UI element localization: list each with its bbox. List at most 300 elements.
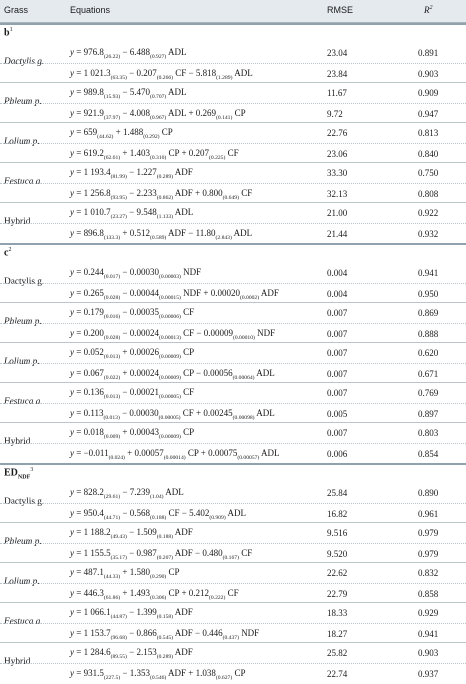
rmse-value: 0.004 [327, 268, 348, 278]
grass-name: Lolium p. [4, 137, 40, 147]
std-error: (0.158) [156, 613, 174, 620]
equation [70, 288, 279, 301]
equation-term: = 1 066.1 [74, 607, 111, 617]
table-row [0, 143, 466, 164]
std-error: (0.00006) [158, 313, 181, 320]
std-error: (0.00003) [158, 273, 181, 280]
header-rmse: RMSE [327, 5, 354, 15]
grass-group [0, 343, 466, 383]
std-error: (29.61) [103, 493, 121, 500]
section-label-sup: 2 [8, 247, 12, 253]
grass-group [0, 483, 466, 523]
var-y: y [70, 647, 74, 657]
section-divider [0, 23, 466, 25]
std-error: (0.024) [108, 454, 125, 461]
equation-term: ADL [231, 228, 253, 238]
equation-term: − 0.00024 [120, 328, 159, 338]
equation-term: − 1.509 [126, 527, 157, 537]
var-y: y [70, 207, 74, 217]
std-error: (0.188) [149, 514, 167, 521]
equation-term: + 1.488 [113, 127, 144, 137]
r2-value: 0.808 [418, 189, 439, 199]
std-error: (44.71) [103, 514, 121, 521]
r2-value: 0.890 [418, 488, 439, 498]
std-error: (227.5) [103, 674, 121, 681]
table-row [0, 263, 466, 283]
std-error: (0.00098) [232, 414, 255, 421]
equation [70, 448, 280, 461]
std-error: (0.306) [149, 594, 167, 601]
var-y: y [70, 408, 74, 418]
rmse-value: 23.06 [327, 149, 348, 159]
equation-term: + 0.512 [120, 228, 150, 238]
equation-term: CF [225, 148, 239, 158]
equation [70, 647, 193, 660]
equation-term: ADL [254, 408, 275, 418]
equation-term: CF − 5.402 [166, 508, 210, 518]
equation-term: − 9.548 [126, 207, 157, 217]
r2-value: 0.869 [418, 308, 439, 318]
table-row [0, 203, 466, 223]
equation-term: − 0.568 [120, 508, 150, 518]
table-row [0, 163, 466, 183]
equation-term: CF [238, 188, 253, 198]
equation-term: = 828.2 [74, 487, 104, 497]
equation-term: − 0.207 [126, 68, 157, 78]
grass-name: Lolium p. [4, 577, 40, 587]
equation-term: ADL [173, 207, 194, 217]
equation [70, 408, 275, 421]
grass-name: Dactylis g. [4, 57, 45, 67]
std-error: (0.909) [209, 514, 226, 521]
table-row [0, 183, 466, 204]
r2-value: 0.671 [418, 369, 439, 379]
std-error: (0.627) [215, 674, 233, 681]
equation-term: = 1 010.7 [74, 207, 111, 217]
table-row [0, 323, 466, 344]
std-error: (0.266) [156, 74, 174, 81]
equation-term: ADL [232, 68, 253, 78]
section-divider [0, 243, 466, 245]
r2-value: 0.941 [418, 268, 439, 278]
equation-term: = 0.179 [74, 307, 104, 317]
var-y: y [70, 628, 74, 638]
equation-term: ADL [259, 448, 280, 458]
r2-value: 0.903 [418, 648, 439, 658]
grass-name: Hybrid [4, 437, 31, 447]
equation-term: CP [232, 108, 246, 118]
grass-group [0, 643, 466, 683]
equation-term: = 0.136 [74, 387, 104, 397]
equation-term: CP [180, 427, 195, 437]
table-row [0, 643, 466, 663]
table-row [0, 63, 466, 84]
var-y: y [70, 347, 74, 357]
r2-value: 0.929 [418, 608, 439, 618]
equation [70, 87, 187, 100]
r2-value: 0.769 [418, 388, 439, 398]
std-error: (1.133) [156, 213, 174, 220]
rmse-value: 0.007 [327, 348, 348, 358]
section-label [4, 247, 11, 258]
rmse-value: 0.004 [327, 289, 348, 299]
section-header [0, 23, 466, 43]
std-error: (0.167) [222, 554, 239, 561]
var-y: y [70, 487, 74, 497]
equation-term: CP [159, 127, 173, 137]
rmse-value: 18.27 [327, 629, 348, 639]
r2-value: 0.858 [418, 589, 439, 599]
equation-term: − 0.00021 [120, 387, 159, 397]
section-label [4, 27, 13, 38]
grass-name: Festuca a. [4, 177, 43, 187]
table-row [0, 603, 466, 623]
std-error: (0.589) [149, 234, 167, 241]
header-grass: Grass [4, 5, 29, 15]
rmse-value: 0.007 [327, 329, 348, 339]
equation-term: − 6.488 [120, 47, 150, 57]
std-error: (0.013) [103, 353, 121, 360]
equation-term: + 0.00024 [120, 368, 159, 378]
grass-group [0, 203, 466, 243]
table-row [0, 623, 466, 644]
table-body [0, 23, 466, 683]
rmse-value: 22.62 [327, 568, 348, 578]
table-row [0, 583, 466, 604]
equation [70, 267, 202, 280]
equation-term: ADL [254, 368, 275, 378]
table-row [0, 43, 466, 63]
var-y: y [70, 387, 74, 397]
equation-term: = 1 155.5 [74, 548, 111, 558]
r2-value: 0.932 [418, 229, 439, 239]
grass-name: Phleum p. [4, 537, 42, 547]
rmse-value: 9.520 [327, 549, 348, 559]
equation-term: − 1.353 [120, 668, 150, 678]
section-label-text: c [4, 247, 9, 259]
equation-term: ADL + 0.269 [166, 108, 217, 118]
equation-term: − 1.399 [126, 607, 157, 617]
var-y: y [70, 607, 74, 617]
equation-term: = 921.9 [74, 108, 104, 118]
table-row [0, 103, 466, 124]
std-error: (0.545) [156, 634, 174, 641]
rmse-value: 23.04 [327, 48, 348, 58]
std-error: (0.967) [149, 114, 167, 121]
table-row [0, 423, 466, 443]
var-y: y [70, 307, 74, 317]
equation [70, 167, 193, 180]
table-row [0, 663, 466, 684]
equation [70, 368, 275, 381]
rmse-value: 0.005 [327, 409, 348, 419]
std-error: (0.00009) [158, 374, 181, 381]
equation [70, 567, 180, 580]
r2-value: 0.922 [418, 208, 439, 218]
grass-group [0, 523, 466, 563]
r2-value: 0.803 [418, 428, 439, 438]
table-row [0, 543, 466, 564]
equation-term: = −0.011 [74, 448, 109, 458]
std-error: (0.00064) [232, 374, 255, 381]
r2-value: 0.750 [418, 168, 439, 178]
r2-value: 0.909 [418, 88, 439, 98]
equation-term: ADF [173, 647, 193, 657]
grass-group [0, 303, 466, 343]
std-error: (0.017) [103, 273, 121, 280]
grass-name: Festuca a. [4, 617, 43, 627]
std-error: (0.00005) [158, 393, 181, 400]
std-error: (49.43) [110, 533, 127, 540]
header-r2 [424, 5, 433, 15]
table-row [0, 83, 466, 103]
equation-term: = 950.4 [74, 508, 104, 518]
equation [70, 668, 246, 681]
std-error: (89.55) [110, 653, 127, 660]
equation-term: ADF + 0.800 [173, 188, 223, 198]
r2-value: 0.897 [418, 409, 439, 419]
grass-name: Phleum p. [4, 317, 42, 327]
std-error: (0.0002) [239, 294, 260, 301]
equation [70, 47, 187, 60]
equation-term: = 0.200 [74, 328, 104, 338]
var-y: y [70, 567, 74, 577]
equation-term: = 1 021.3 [74, 68, 111, 78]
std-error: (0.00010) [232, 334, 255, 341]
equation-term: = 446.3 [74, 588, 104, 598]
std-error: (0.00009) [158, 353, 181, 360]
std-error: (0.141) [216, 114, 233, 121]
std-error: (0.437) [222, 634, 239, 641]
std-error: (0.290) [149, 573, 167, 580]
equation-term: = 0.018 [74, 427, 104, 437]
r2-value: 0.813 [418, 128, 439, 138]
table-row [0, 483, 466, 503]
equation-term: − 5.470 [120, 87, 150, 97]
r2-value: 0.832 [418, 568, 439, 578]
std-error: (44.62) [97, 133, 114, 140]
var-y: y [70, 288, 74, 298]
equation-term: − 0.00035 [120, 307, 159, 317]
std-error: (0.289) [156, 653, 174, 660]
equation-term: NDF [180, 267, 202, 277]
std-error: (23.27) [110, 213, 127, 220]
std-error: (0.00009) [158, 433, 181, 440]
equation-term: CF − 5.818 [173, 68, 217, 78]
std-error: (0.927) [149, 53, 167, 60]
var-y: y [70, 328, 74, 338]
var-y: y [70, 127, 74, 137]
equation-term: ADF + 1.038 [166, 668, 216, 678]
equation-term: NDF [254, 328, 276, 338]
std-error: (44.87) [110, 613, 127, 620]
equation-term: = 0.265 [74, 288, 104, 298]
var-y: y [70, 68, 74, 78]
r2-value: 0.620 [418, 348, 439, 358]
rmse-value: 22.76 [327, 128, 348, 138]
var-y: y [70, 108, 74, 118]
equation [70, 108, 246, 121]
section-label [4, 467, 33, 480]
equation-term: = 1 188.2 [74, 527, 111, 537]
r2-value: 0.891 [418, 48, 439, 58]
var-y: y [70, 427, 74, 437]
grass-name: Dactylis g. [4, 497, 45, 507]
std-error: (0.289) [156, 173, 174, 180]
equation-term: CF + 0.00245 [180, 408, 233, 418]
equation [70, 347, 195, 360]
equation-term: = 989.8 [74, 87, 104, 97]
rmse-value: 18.33 [327, 608, 348, 618]
equation-term: CF [180, 387, 195, 397]
rmse-value: 9.72 [327, 109, 343, 119]
equation-term: ADF [173, 607, 193, 617]
std-error: (81.99) [110, 173, 127, 180]
equation-term: = 931.5 [74, 668, 104, 678]
equation-term: ADF [259, 288, 279, 298]
equation-term: ADF − 0.446 [173, 628, 223, 638]
table-row [0, 443, 466, 464]
var-y: y [70, 368, 74, 378]
std-error: (44.33) [103, 573, 121, 580]
std-error: (96.68) [110, 634, 127, 641]
std-error: (0.00013) [158, 334, 181, 341]
equation-term: = 487.1 [74, 567, 104, 577]
grass-name: Phleum p. [4, 97, 42, 107]
std-error: (0.00005) [158, 414, 181, 421]
equation-term: ADL [166, 87, 187, 97]
equation-term: − 0.866 [126, 628, 157, 638]
equation-term: + 0.00026 [120, 347, 159, 357]
equation [70, 527, 193, 540]
equation-term: = 1 256.8 [74, 188, 111, 198]
equation [70, 628, 260, 641]
table-row [0, 223, 466, 244]
grass-group [0, 263, 466, 303]
equation-term: CP [232, 668, 246, 678]
equation-term: CP [166, 567, 180, 577]
table-row [0, 503, 466, 524]
equation-term: + 0.00057 [124, 448, 164, 458]
std-error: (37.97) [103, 114, 121, 121]
var-y: y [70, 588, 74, 598]
equation-term: CF [180, 307, 195, 317]
equation-term: ADF [173, 527, 193, 537]
std-error: (26.22) [103, 53, 121, 60]
equation-term: − 2.153 [126, 647, 157, 657]
std-error: (0.310) [149, 154, 167, 161]
equation-term: = 659 [74, 127, 98, 137]
equation [70, 387, 195, 400]
var-y: y [70, 47, 74, 57]
equation-term: = 896.8 [74, 228, 104, 238]
header-r2-sup: 2 [429, 5, 433, 11]
equation-term: ADL [166, 47, 187, 57]
std-error: (0.00057) [237, 454, 260, 461]
equation-term: − 0.00030 [119, 408, 159, 418]
std-error: (63.35) [110, 74, 127, 81]
equation-term: ADL [225, 508, 246, 518]
table-row [0, 563, 466, 583]
equation [70, 148, 239, 161]
std-error: (0.009) [103, 433, 121, 440]
rmse-value: 25.84 [327, 488, 348, 498]
equation [70, 588, 239, 601]
section-label-sup: 1 [9, 27, 13, 33]
equation-term: NDF + 0.00020 [180, 288, 240, 298]
grass-name: Hybrid [4, 217, 31, 227]
r2-value: 0.947 [418, 109, 439, 119]
std-error: (0.707) [149, 93, 167, 100]
rmse-value: 25.82 [327, 648, 348, 658]
section-label-sup: 3 [30, 467, 34, 473]
r2-value: 0.903 [418, 69, 439, 79]
equation-term: CF [225, 588, 239, 598]
equation [70, 487, 184, 500]
std-error: (0.225) [209, 154, 226, 161]
equation-term: + 1.580 [120, 567, 150, 577]
std-error: (0.292) [143, 133, 160, 140]
grass-group [0, 123, 466, 163]
rmse-value: 0.007 [327, 428, 348, 438]
equation [70, 127, 173, 140]
equation-term: + 1.493 [120, 588, 150, 598]
std-error: (0.022) [103, 374, 121, 381]
grass-group [0, 383, 466, 423]
rmse-value: 11.67 [327, 88, 347, 98]
std-error: (2.843) [215, 234, 232, 241]
grass-name: Festuca a. [4, 397, 43, 407]
std-error: (0.028) [103, 294, 121, 301]
equation [70, 508, 246, 521]
equation-term: CF [238, 548, 253, 558]
equation-term: − 4.008 [120, 108, 150, 118]
equation-term: CF − 0.00009 [180, 328, 233, 338]
table-row [0, 363, 466, 384]
rmse-value: 0.007 [327, 388, 348, 398]
equation-term: = 1 284.6 [74, 647, 111, 657]
grass-group [0, 83, 466, 123]
table-header [0, 0, 466, 23]
table-row [0, 383, 466, 403]
std-error: (61.86) [103, 594, 121, 601]
equation-term: CP + 0.00075 [185, 448, 238, 458]
var-y: y [70, 448, 74, 458]
grass-group [0, 563, 466, 603]
rmse-value: 0.007 [327, 369, 348, 379]
equation-term: ADF [173, 167, 193, 177]
r2-value: 0.941 [418, 629, 439, 639]
equation-term: = 1 153.7 [74, 628, 111, 638]
rmse-value: 9.516 [327, 528, 348, 538]
std-error: (15.93) [103, 93, 121, 100]
header-equations: Equations [70, 5, 111, 15]
section-header [0, 463, 466, 483]
grass-name: Dactylis g. [4, 277, 45, 287]
var-y: y [70, 548, 74, 558]
r2-value: 0.979 [418, 528, 439, 538]
equation-term: − 1.227 [126, 167, 157, 177]
section-label-text: b [4, 27, 10, 39]
grass-group [0, 603, 466, 643]
var-y: y [70, 188, 74, 198]
grass-group [0, 43, 466, 83]
header-r2-base: R [424, 5, 430, 15]
std-error: (0.013) [103, 393, 121, 400]
std-error: (0.188) [156, 533, 174, 540]
rmse-value: 16.82 [327, 509, 348, 519]
table-row [0, 123, 466, 143]
